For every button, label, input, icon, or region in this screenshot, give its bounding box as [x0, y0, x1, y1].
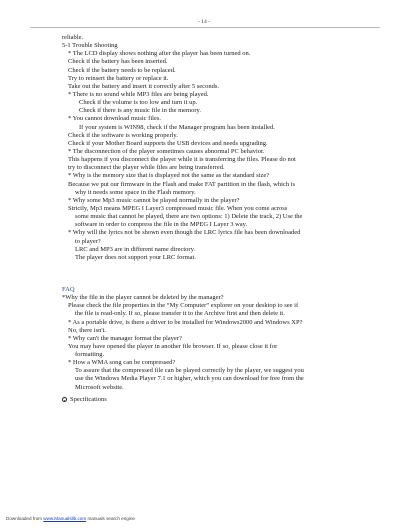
text-line: * You cannot download music files.	[68, 115, 161, 123]
text-line: * The LCD display shows nothing after the player has been turned on.	[68, 50, 251, 58]
text-line: Check if your Mother Board supports the USB devices and needs upgrading.	[68, 139, 268, 147]
text-line: 5-1 Trouble Shooting	[62, 42, 118, 50]
text-line: Because we put our firmware in the Flash and make FAT partition in the flash, which is	[68, 180, 296, 188]
document-body	[62, 34, 390, 404]
text-line: * Why can't the manager format the player?	[68, 334, 182, 342]
text-line: LRC and MP3 are in different name directory.	[75, 245, 196, 253]
download-footer	[6, 516, 135, 521]
text-line: Please check the file properties in the “My Computer” explorer on your desktop to see if	[68, 302, 299, 310]
text-line: Check if the volume is too low and turn it up.	[79, 99, 198, 107]
header-rule	[30, 27, 380, 28]
text-line: * Why some Mp3 music cannot be played normally in the player?	[68, 196, 240, 204]
text-line: * How a WMA song can be compressed?	[68, 359, 176, 367]
text-line: * Why will the lyrics not be shown even though the LRC lyrics file has been downloaded	[68, 229, 301, 237]
text-line: * There is no sound while MP3 files are being played.	[68, 90, 209, 98]
text-line: The player does not support your LRC format.	[75, 253, 196, 261]
text-line: No, there isn't.	[68, 326, 106, 334]
text-line: reliable.	[62, 34, 84, 41]
footer-prefix: Downloaded from	[6, 516, 44, 521]
faq-heading: FAQ	[62, 285, 75, 293]
text-line: some music that cannot be played, there are two options: 1) Delete the track, 2) Use the	[75, 213, 303, 221]
text-line: Take out the battery and insert it correctly after 5 seconds.	[68, 82, 219, 90]
text-line: Microsoft website.	[75, 383, 124, 391]
text-line: If your system is WIN98, check if the Manager program has been installed.	[79, 123, 275, 131]
text-line: Try to reinsert the battery or replace it.	[68, 74, 169, 82]
text-line: To assure that the compressed file can be played correctly by the player, we suggest you	[75, 367, 304, 375]
text-line: Check if the software is working properly.	[68, 131, 178, 139]
text-line: Check if there is any music file in the memory.	[79, 107, 201, 115]
text-line: formatting.	[75, 351, 105, 359]
text-line: *Why the file in the player cannot be deleted by the manager?	[62, 294, 224, 302]
footer-suffix: manuals search engine	[86, 516, 135, 521]
text-line: Check if the battery has been inserted.	[68, 58, 168, 66]
text-line: This happens if you disconnect the player while it is transferring the files. Please do not	[68, 156, 296, 164]
specifications-heading	[62, 396, 390, 404]
text-line: You may have opened the player in another file browser. If so, please close it for	[68, 342, 278, 350]
text-line: software in order to compress the file in the MPEG I Layer 3 way.	[75, 221, 248, 229]
text-line: the file is read-only. If so, please transfer it to the Archive first and then delete it.	[75, 310, 285, 318]
text-line: use the Windows Media Player 7.1 or higher, which you can download for free from the	[75, 375, 304, 383]
specifications-label: Specifications	[70, 395, 107, 403]
text-line: to player?	[75, 237, 101, 245]
text-line: * Why is the memory size that is displayed not the same as the standard size?	[68, 172, 270, 180]
text-line: * As a portable drive, is there a driver to be installed for Windows2000 and Windows XP?	[68, 318, 303, 326]
text-line: Strictly, Mp3 means MPEG I Layer3 compressed music file. When you come across	[68, 204, 288, 212]
section-spacer	[62, 262, 390, 286]
page-number: - 14 -	[197, 19, 211, 25]
text-line: * The disconnection of the player sometimes causes abnormal PC behavior.	[68, 147, 265, 155]
text-line: Check if the battery needs to be replaced.	[68, 66, 176, 74]
manualslib-link[interactable]: www.Manualslib.com	[43, 516, 87, 521]
text-line: why it needs some space in the Flash memory.	[75, 188, 196, 196]
circle-bullet-icon	[62, 397, 67, 402]
text-line: try to disconnect the player while files are being transferred.	[68, 164, 225, 172]
